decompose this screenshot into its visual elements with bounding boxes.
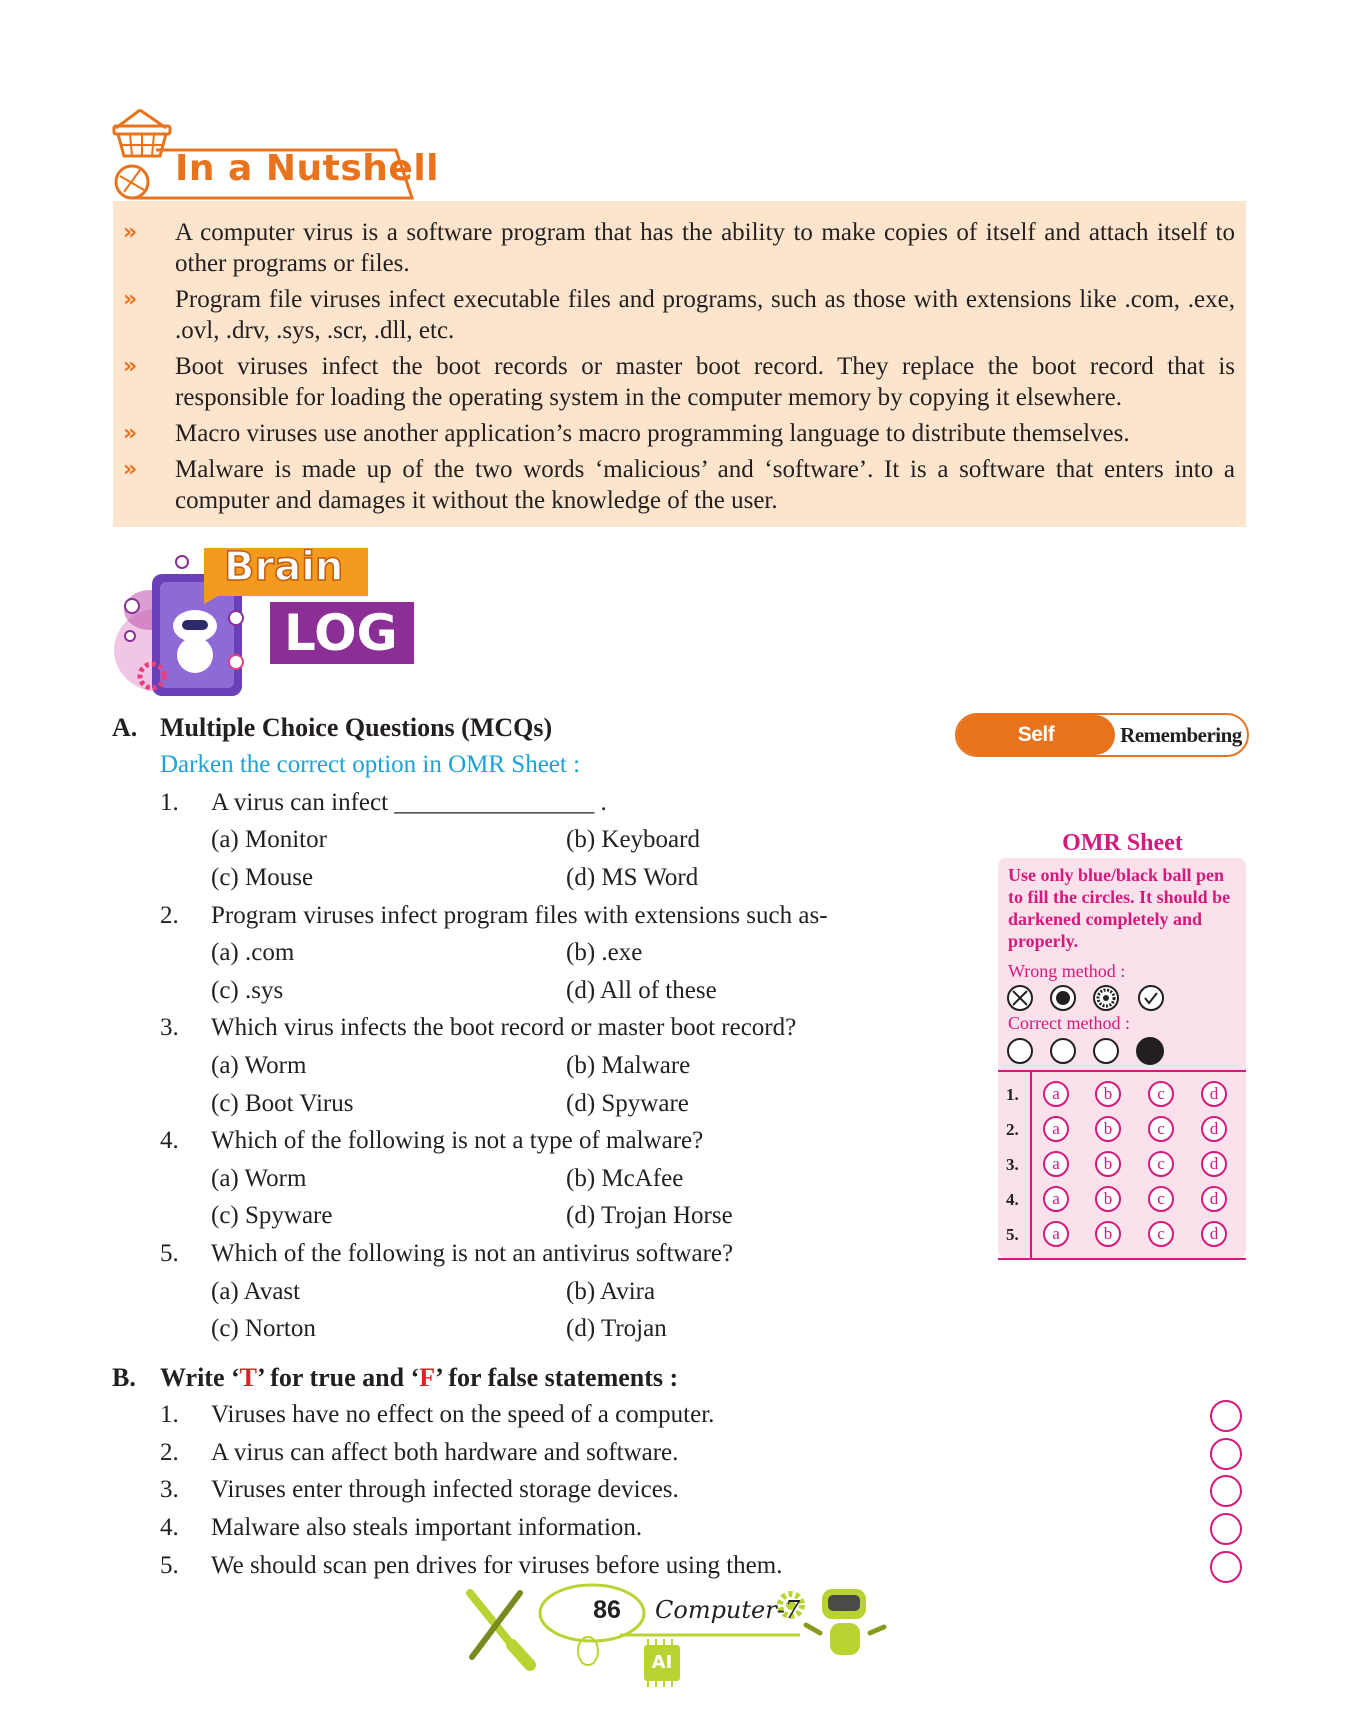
- option-c: (c) Mouse: [211, 864, 314, 891]
- omr-bubble[interactable]: b: [1095, 1221, 1121, 1247]
- answer-circle[interactable]: [1210, 1513, 1242, 1545]
- omr-bubble[interactable]: b: [1095, 1186, 1121, 1212]
- omr-bubble[interactable]: a: [1043, 1116, 1069, 1142]
- question-text: A virus can infect ________________ .: [211, 789, 607, 816]
- nutshell-item-text: Boot viruses infect the boot records or master boot record. They replace the boot record that is responsible for loading the operating system in the computer memory by copying it elsewhere.: [175, 353, 1235, 411]
- section-a-title: Multiple Choice Questions (MCQs): [160, 713, 553, 742]
- badge-self-assessment: Self Assessment: [957, 715, 1115, 755]
- statement-text: A virus can affect both hardware and software.: [211, 1439, 679, 1466]
- omr-bubble[interactable]: a: [1043, 1081, 1069, 1107]
- title-part: ’ for false statements :: [435, 1363, 679, 1392]
- omr-correct-label: Correct method :: [1008, 1013, 1130, 1033]
- omr-row-number: 4.: [1006, 1190, 1019, 1209]
- option-b: (b) Avira: [566, 1278, 656, 1305]
- statement-text: We should scan pen drives for viruses before using them.: [211, 1552, 783, 1579]
- statement-number: 3.: [160, 1476, 179, 1503]
- statement-number: 1.: [160, 1401, 179, 1428]
- omr-bubble[interactable]: c: [1148, 1221, 1174, 1247]
- omr-bubble[interactable]: c: [1148, 1116, 1174, 1142]
- false-letter: F: [419, 1363, 436, 1392]
- omr-bubble[interactable]: d: [1201, 1116, 1227, 1142]
- omr-wrong-label: Wrong method :: [1008, 961, 1126, 981]
- chevron-bullet-icon: »: [123, 287, 138, 312]
- omr-row-number: 5.: [1006, 1225, 1019, 1244]
- title-part: Write ‘: [160, 1363, 240, 1392]
- ai-chip-label: AI: [651, 1652, 673, 1673]
- question-number: 1.: [160, 789, 179, 816]
- option-b: (b) McAfee: [566, 1165, 684, 1192]
- omr-bubble[interactable]: b: [1095, 1116, 1121, 1142]
- section-b-letter: B.: [112, 1363, 136, 1392]
- option-b: (b) .exe: [566, 939, 643, 966]
- option-a: (a) .com: [211, 939, 295, 966]
- omr-bubble[interactable]: b: [1095, 1081, 1121, 1107]
- log-word: LOG: [284, 604, 398, 662]
- question-text: Program viruses infect program files with extensions such as-: [211, 902, 828, 929]
- omr-bubble[interactable]: d: [1201, 1221, 1227, 1247]
- option-d: (d) Spyware: [566, 1090, 689, 1117]
- omr-bottom-line: [998, 1258, 1246, 1260]
- section-b-title: [160, 1363, 678, 1393]
- badge-remembering: Remembering: [1120, 723, 1242, 747]
- omr-bubble[interactable]: b: [1095, 1151, 1121, 1177]
- option-a: (a) Worm: [211, 1165, 307, 1192]
- omr-correct-examples: [1004, 1034, 1184, 1068]
- option-c: (c) Norton: [211, 1315, 316, 1342]
- nutshell-item-text: A computer virus is a software program that has the ability to make copies of itself and attach itself to other programs or files.: [175, 219, 1235, 277]
- omr-row-number: 1.: [1006, 1085, 1019, 1104]
- nutshell-box: [113, 201, 1246, 527]
- question-text: Which virus infects the boot record or master boot record?: [211, 1014, 797, 1041]
- answer-circle[interactable]: [1210, 1551, 1242, 1583]
- option-a: (a) Monitor: [211, 826, 327, 853]
- section-a-letter: A.: [112, 713, 138, 742]
- brain-log-logo: [112, 540, 422, 702]
- answer-circle[interactable]: [1210, 1438, 1242, 1470]
- option-a: (a) Avast: [211, 1278, 301, 1305]
- question-number: 2.: [160, 902, 179, 929]
- question-number: 4.: [160, 1127, 179, 1154]
- omr-bubble[interactable]: d: [1201, 1081, 1227, 1107]
- option-d: (d) Trojan: [566, 1315, 667, 1342]
- chevron-bullet-icon: »: [123, 421, 138, 446]
- omr-title: OMR Sheet: [1062, 830, 1183, 856]
- answer-circle[interactable]: [1210, 1400, 1242, 1432]
- omr-wrong-examples: [1004, 981, 1154, 1015]
- question-number: 3.: [160, 1014, 179, 1041]
- omr-bubble[interactable]: c: [1148, 1081, 1174, 1107]
- omr-bubble[interactable]: a: [1043, 1186, 1069, 1212]
- omr-row-number: 2.: [1006, 1120, 1019, 1139]
- option-b: (b) Malware: [566, 1052, 691, 1079]
- nutshell-item-text: Malware is made up of the two words ‘malicious’ and ‘software’. It is a software that enters into a computer and damages it without the knowledge of the user.: [175, 456, 1235, 514]
- true-letter: T: [239, 1363, 257, 1392]
- statement-text: Malware also steals important information.: [211, 1514, 643, 1541]
- brain-word: Brain: [224, 544, 344, 590]
- statement-number: 2.: [160, 1439, 179, 1466]
- statement-number: 5.: [160, 1552, 179, 1579]
- book-title: Computer-7: [655, 1596, 801, 1624]
- chevron-bullet-icon: »: [123, 354, 138, 379]
- statement-number: 4.: [160, 1514, 179, 1541]
- omr-bubble[interactable]: c: [1148, 1186, 1174, 1212]
- omr-divider: [998, 1070, 1246, 1072]
- option-d: (d) Trojan Horse: [566, 1202, 733, 1229]
- chevron-bullet-icon: »: [123, 457, 138, 482]
- omr-instructions: Use only blue/black ball pen to fill the circles. It should be darkened completely and properly.: [1008, 865, 1231, 951]
- nutshell-item-text: Macro viruses use another application’s macro programming language to distribute themselves.: [175, 420, 1130, 447]
- option-b: (b) Keyboard: [566, 826, 700, 853]
- title-part: ’ for true and ‘: [257, 1363, 420, 1392]
- nutshell-title: In a Nutshell: [175, 148, 440, 189]
- section-a-instruction: Darken the correct option in OMR Sheet :: [160, 751, 581, 778]
- omr-bubble[interactable]: d: [1201, 1186, 1227, 1212]
- answer-circle[interactable]: [1210, 1475, 1242, 1507]
- question-text: Which of the following is not an antivirus software?: [211, 1240, 734, 1267]
- chevron-bullet-icon: »: [123, 220, 138, 245]
- option-c: (c) Boot Virus: [211, 1090, 354, 1117]
- self-assessment-badge: [955, 713, 1249, 786]
- statement-text: Viruses have no effect on the speed of a computer.: [211, 1401, 715, 1428]
- nutshell-item-text: Program file viruses infect executable files and programs, such as those with extensions like .com, .exe, .ovl, .drv, .sys, .scr, .dll, etc.: [175, 286, 1235, 344]
- omr-wrong-check-icon: [1136, 983, 1166, 1013]
- omr-column-divider: [1030, 1070, 1032, 1258]
- statement-text: Viruses enter through infected storage devices.: [211, 1476, 679, 1503]
- omr-row-number: 3.: [1006, 1155, 1019, 1174]
- question-number: 5.: [160, 1240, 179, 1267]
- option-d: (d) All of these: [566, 977, 717, 1004]
- page-number: 86: [593, 1596, 621, 1624]
- omr-bubble[interactable]: a: [1043, 1221, 1069, 1247]
- option-c: (c) .sys: [211, 977, 284, 1004]
- option-c: (c) Spyware: [211, 1202, 333, 1229]
- omr-bubble[interactable]: a: [1043, 1151, 1069, 1177]
- omr-bubble[interactable]: d: [1201, 1151, 1227, 1177]
- option-a: (a) Worm: [211, 1052, 307, 1079]
- question-text: Which of the following is not a type of malware?: [211, 1127, 704, 1154]
- omr-bubble[interactable]: c: [1148, 1151, 1174, 1177]
- option-d: (d) MS Word: [566, 864, 699, 891]
